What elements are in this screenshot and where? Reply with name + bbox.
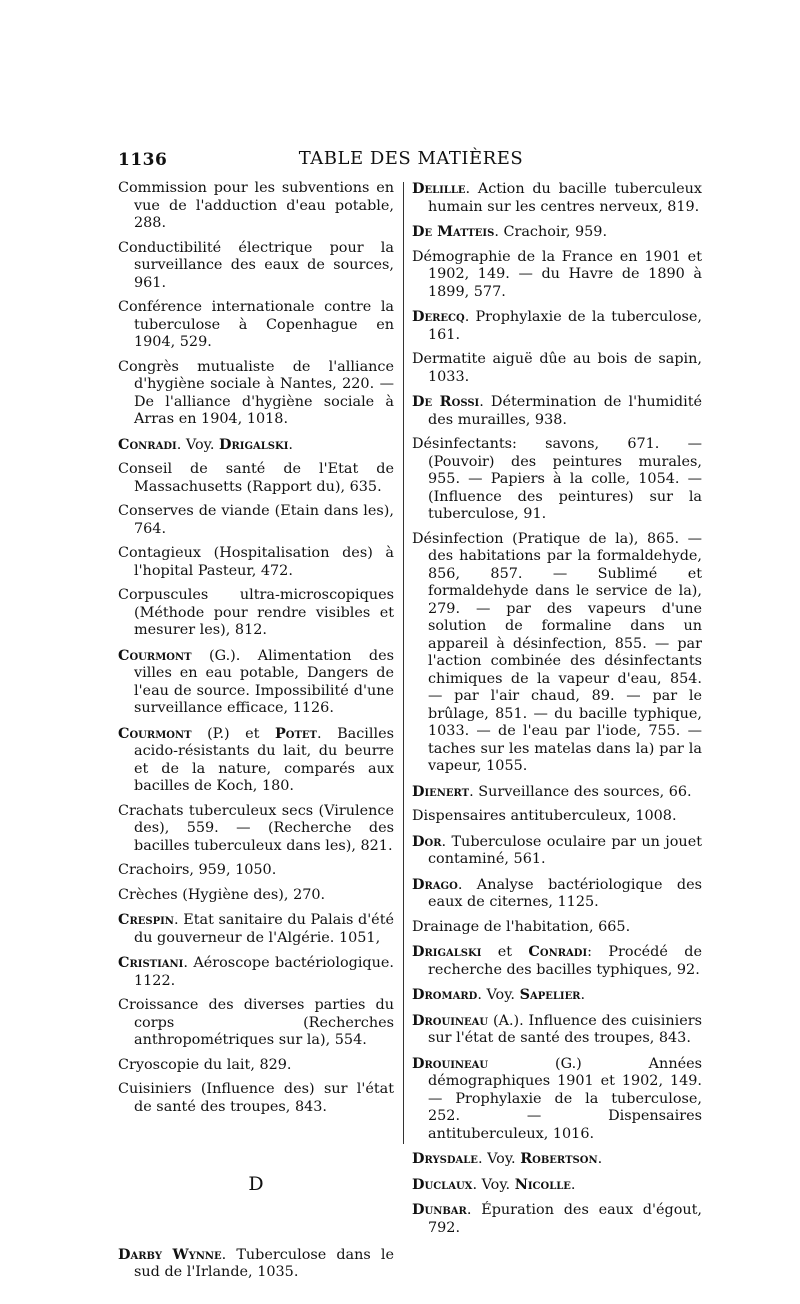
entry-text: Dispensaires antituberculeux, 1008. [412, 808, 677, 824]
author-name: Dunbar [412, 1201, 467, 1218]
author-name: Conradi [118, 435, 177, 453]
index-entry [412, 943, 702, 979]
index-entry [412, 436, 702, 524]
left-column [118, 180, 394, 1289]
index-entry [118, 436, 394, 455]
entry-text: . Tuberculose dans le sud de l'Irlande, 1035. [134, 1246, 394, 1280]
entry-text: Contagieux (Hospitalisation des) à l'hopital Pasteur, 472. [118, 545, 394, 579]
entry-text: . [288, 436, 293, 453]
author-name: Crespin [118, 911, 174, 928]
index-entry [118, 803, 394, 856]
index-entry [118, 647, 394, 718]
author-name: De Matteis [412, 223, 495, 240]
index-entry [118, 503, 394, 538]
author-name: Drigalski [218, 435, 289, 453]
index-entry [118, 862, 394, 880]
entry-text: . Etat sanitaire du Palais d'été du gouverneur de l'Algérie. 1051, [134, 912, 394, 946]
entry-text: . Voy. [477, 1151, 521, 1167]
right-column [412, 180, 702, 1244]
index-entry [412, 223, 702, 242]
index-entry [412, 876, 702, 912]
author-name: Duclaux [412, 1175, 473, 1193]
index-entry [412, 808, 702, 826]
page-header [118, 150, 704, 176]
index-entry [118, 461, 394, 496]
entry-text: . Bacilles acido-résistants du lait, du beurre et de la nature, comparés aux bacilles de Koch, 180. [134, 725, 395, 794]
entry-text: Crèches (Hygiène des), 270. [118, 886, 326, 903]
entry-text: . Prophylaxie de la tuberculose, 161. [428, 309, 702, 343]
index-entry [412, 833, 702, 869]
entry-text: . [570, 1176, 576, 1193]
index-entry [118, 299, 394, 352]
entry-text: . Détermination de l'humidité des murailles, 938. [428, 394, 702, 428]
author-name: Drago [412, 875, 458, 893]
entry-text: . Crachoir, 959. [494, 224, 608, 240]
entry-text: . Action du bacille tuberculeux humain sur les centres nerveux, 819. [428, 181, 702, 215]
entry-text: . Analyse bactériologique des eaux de citernes, 1125. [428, 876, 702, 910]
entry-text: Désinfection (Pratique de la), 865. — des habitations par la formaldehyde, 856, 857. — Sublimé et formaldehyde dans le service de la), 279. — par des vapeurs d'une solution de formaline dans un appareil à désinfection, 855. — par l'action combinée des désinfectants chimiques de la vapeur d'eau, 854. — par l'air chaud, 89. — par le brûlage, 851. — du bacille typhique, 1033. — de l'eau par l'iode, 755. — taches sur les matelas dans la) par la vapeur, 1055. [412, 530, 702, 774]
entry-text: Démographie de la France en 1901 et 1902, 149. — du Havre de 1890 à 1899, 577. [412, 248, 702, 300]
entry-text: . Voy. [472, 1176, 515, 1193]
entry-text: . Voy. [176, 436, 219, 453]
author-name: Courmont [118, 646, 192, 664]
index-entry [412, 308, 702, 344]
index-entry [118, 887, 394, 905]
entry-text: . Épuration des eaux d'égout, 792. [428, 1202, 702, 1236]
entry-text: Corpuscules ultra-microscopiques (Méthode pour rendre visibles et mesurer les), 812. [118, 587, 394, 638]
entry-text: (G.). Alimentation des villes en eau potable, Dangers de l'eau de source. Impossibilité d'une surveillance efficace, 1126. [134, 647, 394, 716]
index-entry [118, 954, 394, 990]
entry-text: . [580, 987, 586, 1003]
entry-text: Dermatite aiguë dûe au bois de sapin, 1033. [412, 351, 702, 385]
entry-text: Conseil de santé de l'Etat de Massachusetts (Rapport du), 635. [118, 461, 394, 495]
index-entry [412, 1150, 702, 1169]
index-entry [412, 1201, 702, 1237]
index-entry [118, 359, 394, 429]
section-letter: D [248, 1173, 264, 1195]
author-name: Dor [412, 832, 442, 850]
entry-text: Conductibilité électrique pour la surveillance des eaux de sources, 961. [118, 239, 394, 291]
entry-text: (G.) Années démographiques 1901 et 1902, 149. — Prophylaxie de la tuberculose, 252. — Dispensaires antituberculeux, 1016. [428, 1055, 702, 1142]
index-entry [118, 240, 394, 293]
index-entry [118, 587, 394, 640]
index-entry [118, 545, 394, 580]
index-entry [118, 1081, 394, 1116]
index-entry [412, 1012, 702, 1048]
index-entry [118, 1057, 394, 1075]
index-entry [412, 351, 702, 386]
entry-text: et [481, 944, 529, 960]
entry-text: . Voy. [477, 987, 520, 1003]
index-entry [412, 919, 702, 937]
index-entry [118, 1246, 394, 1282]
entry-text: Désinfectants: savons, 671. — (Pouvoir) des peintures murales, 955. — Papiers à la colle, 1054. — (Influence des peintures) sur la tuberculose, 91. [412, 436, 702, 522]
index-entry [412, 531, 702, 776]
index-entry [412, 393, 702, 429]
index-entry [412, 180, 702, 216]
entry-text: Croissance des diverses parties du corps (Recherches anthropométriques sur la), 554. [118, 997, 394, 1048]
page-number: 1136 [118, 150, 168, 170]
entry-text: Commission pour les subventions en vue de l'adduction d'eau potable, 288. [118, 180, 394, 231]
entry-text: (P.) et [191, 725, 275, 742]
index-entry [412, 1055, 702, 1144]
entry-text: Crachoirs, 959, 1050. [118, 862, 277, 878]
entry-text: Cryoscopie du lait, 829. [118, 1056, 292, 1073]
column-divider [403, 182, 404, 1144]
author-name: Dienert [412, 782, 470, 800]
author-name: Delille [412, 180, 466, 197]
entry-text: Drainage de l'habitation, 665. [412, 918, 631, 935]
entry-text: . [597, 1151, 603, 1167]
entry-text: Conserves de viande (Etain dans les), 764. [118, 503, 394, 537]
entry-text: : Procédé de recherche des bacilles typhiques, 92. [428, 944, 702, 978]
index-entry [118, 911, 394, 947]
author-name: Darby Wynne [118, 1245, 222, 1263]
entry-text: Congrès mutualiste de l'alliance d'hygiène sociale à Nantes, 220. — De l'alliance d'hygiène sociale à Arras en 1904, 1018. [118, 358, 394, 427]
index-entry [412, 783, 702, 802]
entry-text: Cuisiniers (Influence des) sur l'état de santé des troupes, 843. [118, 1081, 394, 1115]
entry-text: Conférence internationale contre la tuberculose à Copenhague en 1904, 529. [118, 299, 394, 350]
index-entry [412, 1176, 702, 1195]
author-name: Drigalski [412, 943, 482, 960]
author-name: Potet [274, 724, 317, 742]
author-name: Sapelier [519, 986, 581, 1003]
author-name: Nicolle [514, 1175, 571, 1193]
index-entry [118, 997, 394, 1050]
entry-text: . Aéroscope bactériologique. 1122. [134, 955, 394, 989]
author-name: De Rossi [412, 393, 480, 410]
entry-text: (A.). Influence des cuisiniers sur l'état de santé des troupes, 843. [428, 1012, 702, 1046]
author-name: Drouineau [412, 1011, 489, 1029]
author-name: Dromard [412, 986, 478, 1003]
author-name: Derecq [412, 308, 465, 325]
index-entry [118, 180, 394, 233]
author-name: Conradi [528, 943, 588, 960]
author-name: Drouineau [412, 1054, 489, 1072]
entry-text: . Tuberculose oculaire par un jouet contaminé, 561. [428, 833, 702, 867]
author-name: Drysdale [412, 1150, 478, 1167]
author-name: Courmont [118, 724, 192, 742]
index-entry [118, 725, 394, 796]
index-entry [412, 986, 702, 1005]
entry-text: Crachats tuberculeux secs (Virulence des), 559. — (Recherche des bacilles tuberculeux dans les), 821. [118, 802, 394, 854]
index-entry [412, 249, 702, 302]
author-name: Cristiani [118, 954, 184, 971]
running-title: TABLE DES MATIÈRES [298, 148, 524, 169]
entry-text: . Surveillance des sources, 66. [469, 783, 692, 800]
author-name: Robertson [520, 1150, 598, 1167]
